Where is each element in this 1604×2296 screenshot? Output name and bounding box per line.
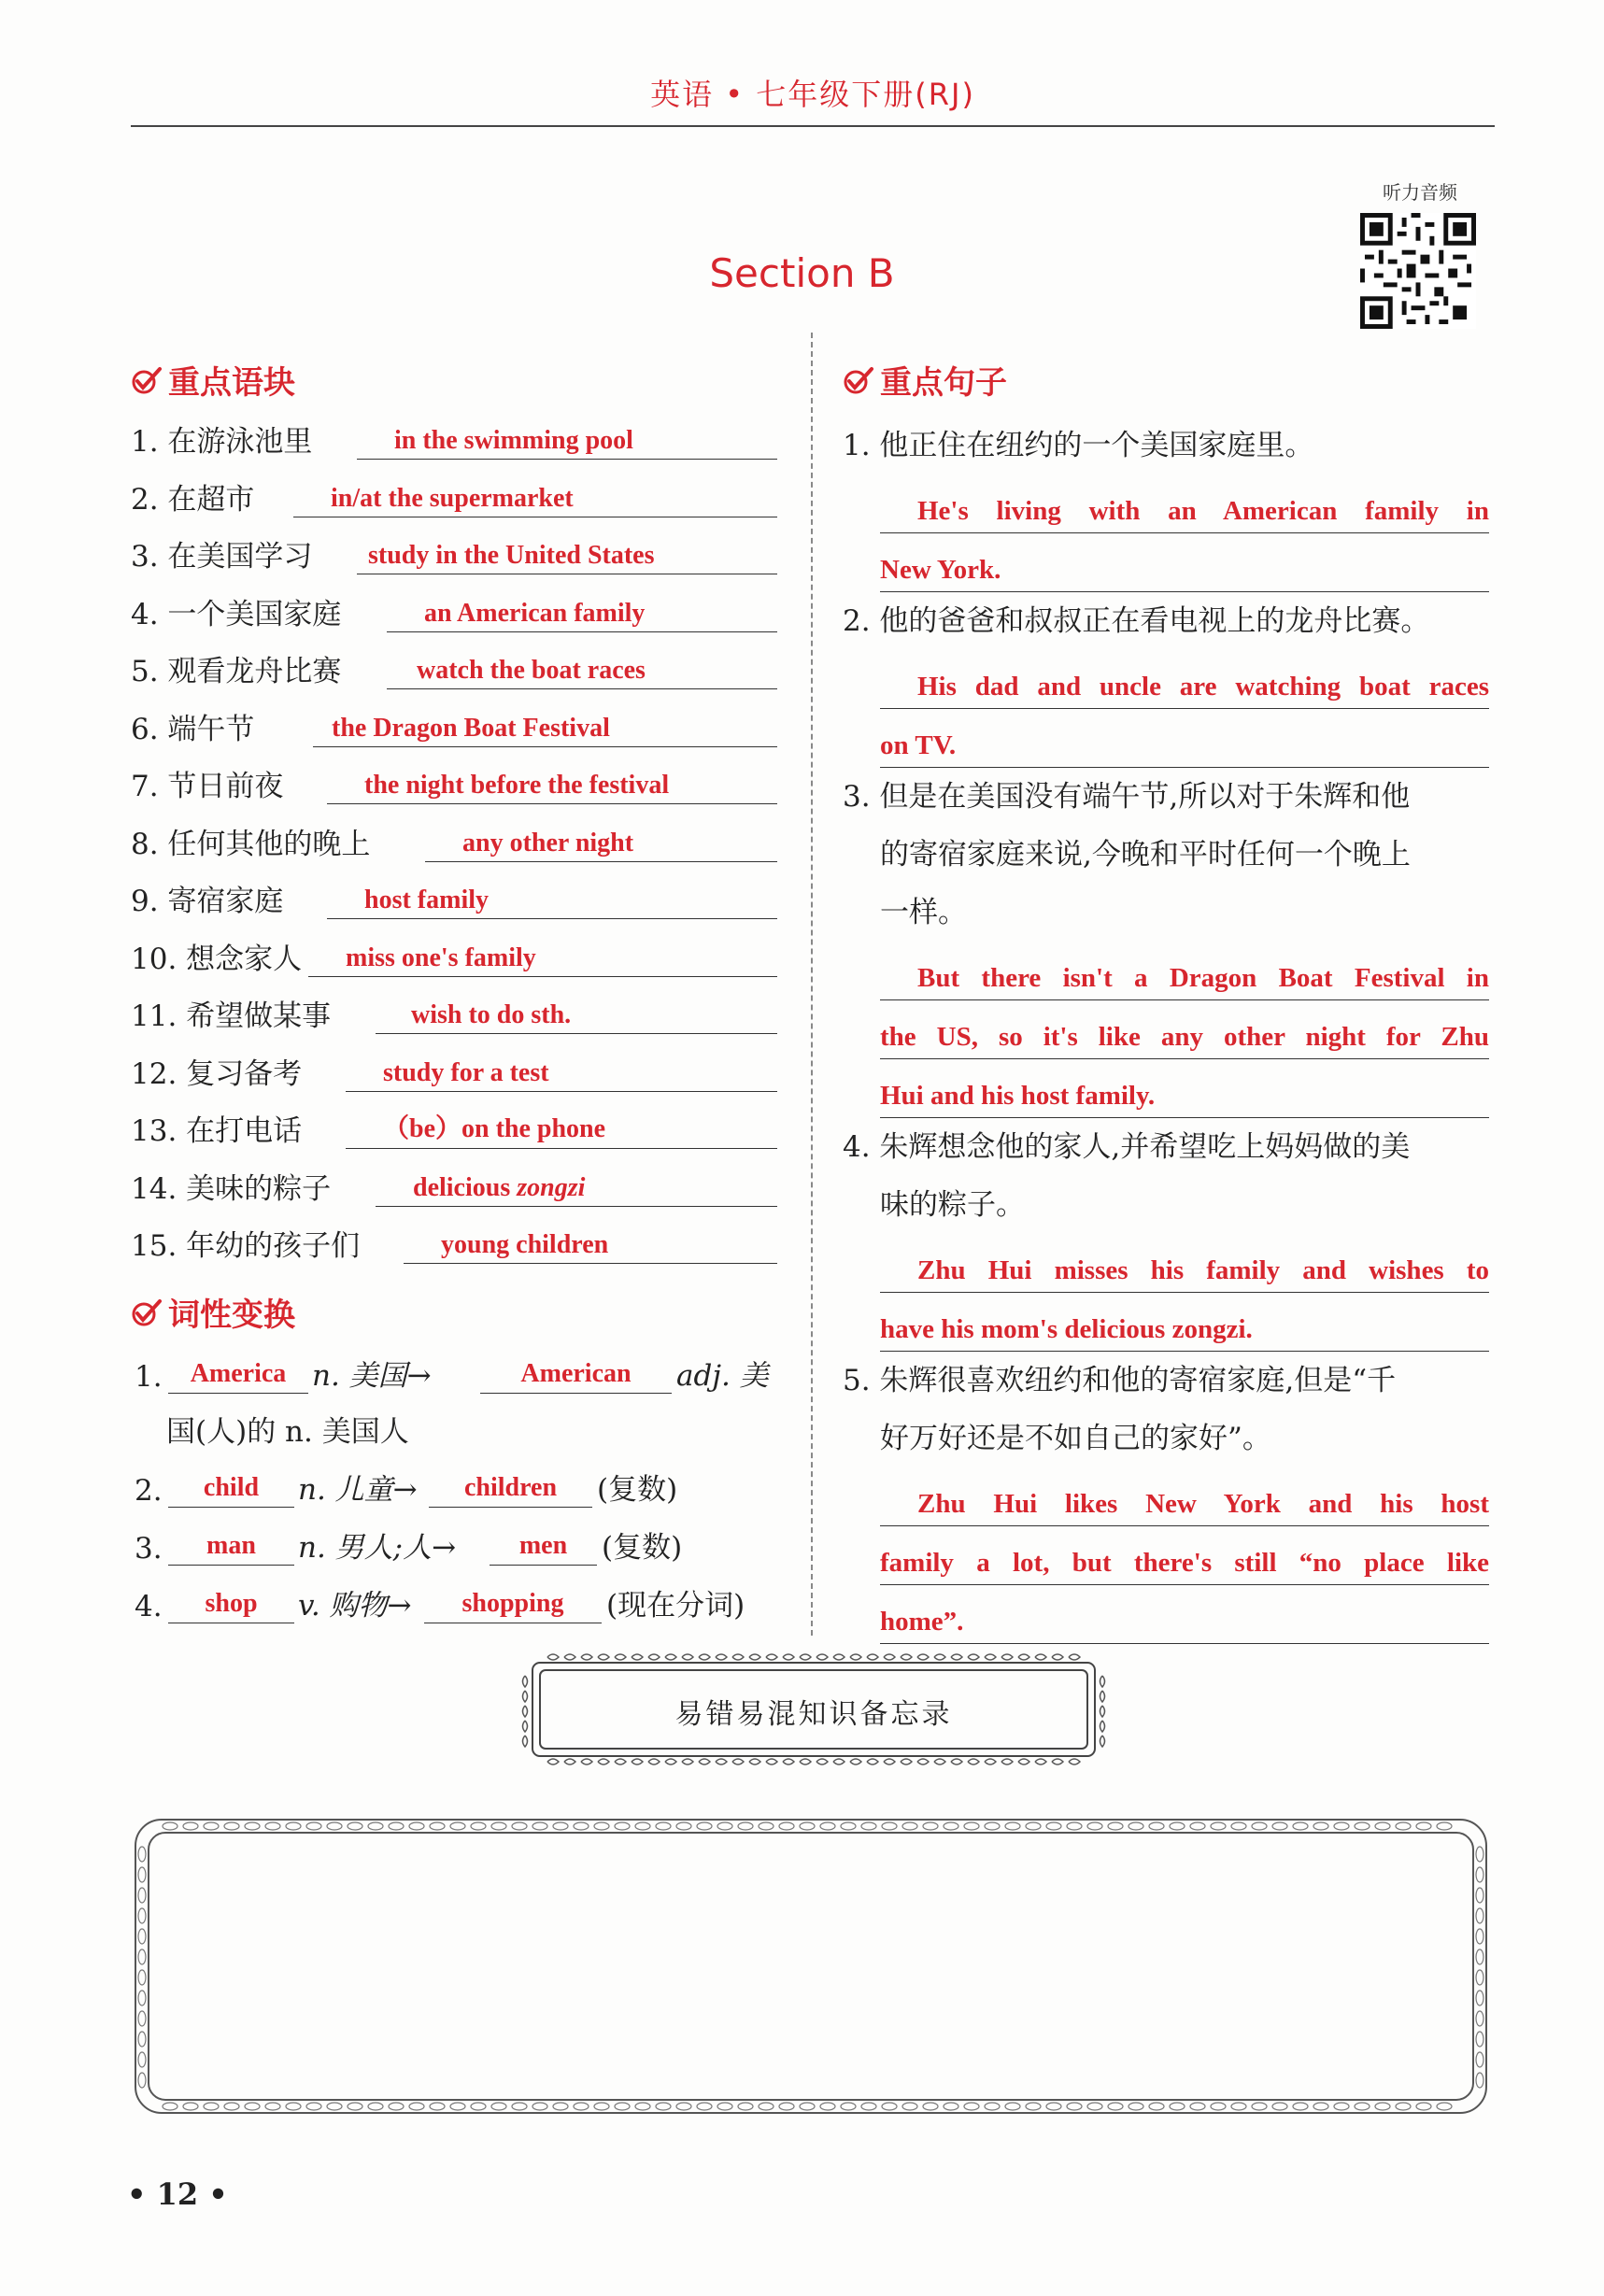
phrase-answer-text: delicious — [413, 1172, 511, 1202]
sentence-chinese: 味的粽子。 — [880, 1188, 1025, 1222]
phrase-answer — [413, 1173, 585, 1203]
word-forms-heading — [131, 1289, 295, 1335]
phrase-row — [131, 1112, 785, 1158]
answer-blank[interactable]: man — [168, 1531, 294, 1566]
word-form-item — [135, 1580, 788, 1633]
answer-line[interactable] — [880, 1467, 1489, 1526]
phrase-chinese: 5. 观看龙舟比赛 — [131, 655, 342, 688]
phrase-answer-italic: zongzi — [517, 1172, 586, 1202]
phrase-row — [131, 882, 785, 928]
word-form-item-continued — [166, 1407, 820, 1459]
sentence-answer: home”. — [880, 1607, 964, 1637]
memo-box[interactable] — [133, 1817, 1489, 2116]
phrase-row — [131, 825, 785, 872]
answer-line[interactable] — [880, 1526, 1489, 1585]
phrase-answer — [411, 1000, 571, 1030]
answer-line[interactable] — [880, 650, 1489, 709]
phrase-answer-text: young children — [441, 1230, 609, 1259]
phrase-answer — [383, 1108, 605, 1145]
sentence-chinese: 的寄宿家庭来说,今晚和平时任何一个晚上 — [880, 838, 1411, 872]
sentence-chinese: 好万好还是不如自己的家好”。 — [880, 1422, 1271, 1455]
word-form-text: v. 购物→ — [298, 1589, 412, 1623]
phrase-row — [131, 710, 785, 757]
sentence-answer: the US, so it's like any other night for Zhu — [880, 1022, 1489, 1052]
sentence-chinese: 2. 他的爸爸和叔叔正在看电视上的龙舟比赛。 — [843, 604, 1430, 638]
phrase-row — [131, 480, 785, 527]
sentence-answer: Zhu Hui likes New York and his host — [917, 1489, 1489, 1519]
answer-line[interactable] — [376, 1033, 777, 1034]
phrase-answer-text: any other night — [462, 828, 634, 857]
phrase-answer — [441, 1230, 608, 1260]
item-number: 4. — [135, 1590, 163, 1623]
sentence-answer: on TV. — [880, 730, 957, 760]
answer-line[interactable] — [327, 803, 777, 804]
phrase-chinese: 4. 一个美国家庭 — [131, 597, 342, 631]
sentence-chinese: 5. 朱辉很喜欢纽约和他的寄宿家庭,但是“千 — [843, 1364, 1397, 1397]
memo-title: 易错易混知识备忘录 — [674, 1698, 953, 1731]
phrase-chinese: 8. 任何其他的晚上 — [131, 827, 371, 861]
answer-line[interactable] — [880, 1059, 1489, 1118]
phrase-answer-text: an American family — [424, 598, 646, 628]
answer-line[interactable] — [346, 1091, 777, 1092]
word-form-text: adj. 美 — [676, 1359, 769, 1393]
answer-line[interactable] — [346, 1148, 777, 1149]
phrase-answer-text: wish to do sth. — [411, 1000, 572, 1029]
phrase-row — [131, 537, 785, 584]
phrase-row — [131, 997, 785, 1043]
answer-line[interactable] — [387, 631, 777, 632]
phrase-chinese: 3. 在美国学习 — [131, 540, 313, 574]
phrase-answer-text: the Dragon Boat Festival — [332, 713, 610, 743]
answer-line[interactable] — [880, 533, 1489, 592]
item-number: 1. — [135, 1360, 163, 1394]
word-form-item — [135, 1351, 788, 1403]
phrase-answer — [383, 1058, 549, 1088]
sentence-chinese: 一样。 — [880, 896, 967, 929]
sentence-answer: Hui and his host family. — [880, 1081, 1156, 1111]
phrase-chinese: 14. 美味的粽子 — [131, 1171, 332, 1206]
phrase-chinese: 10. 想念家人 — [131, 942, 303, 976]
answer-line[interactable] — [404, 1263, 777, 1264]
phrase-chinese: 13. 在打电话 — [131, 1114, 303, 1148]
phrase-chinese: 12. 复习备考 — [131, 1056, 303, 1091]
phrase-row — [131, 652, 785, 699]
word-form-item — [135, 1465, 788, 1517]
phrase-answer-text: （be）on the phone — [383, 1114, 606, 1143]
phrase-answer — [368, 541, 654, 571]
answer-line[interactable] — [387, 688, 777, 689]
key-sentences-heading-text: 重点句子 — [880, 364, 1007, 402]
phrase-answer-text: miss one's family — [346, 942, 536, 972]
item-number: 3. — [135, 1532, 163, 1566]
phrase-chinese: 9. 寄宿家庭 — [131, 885, 284, 918]
sentence-answer: His dad and uncle are watching boat races — [917, 672, 1489, 702]
answer-blank[interactable]: child — [168, 1473, 294, 1508]
answer-line[interactable] — [880, 1585, 1489, 1644]
answer-blank[interactable]: shopping — [424, 1589, 602, 1623]
qr-label: 听力音频 — [1383, 181, 1457, 204]
answer-line[interactable] — [880, 709, 1489, 768]
answer-blank[interactable]: America — [168, 1359, 308, 1394]
answer-blank[interactable]: American — [480, 1359, 672, 1394]
phrase-answer-text: the night before the festival — [364, 771, 670, 800]
key-phrases-heading-text: 重点语块 — [168, 364, 295, 402]
sentence-item — [843, 592, 1497, 768]
phrase-answer-text: study for a test — [383, 1057, 549, 1087]
phrase-chinese: 2. 在超市 — [131, 482, 255, 517]
phrase-answer-text: watch the boat races — [417, 656, 646, 685]
word-form-text: n. 儿童→ — [298, 1473, 418, 1507]
phrase-answer — [417, 656, 646, 686]
phrase-answer — [346, 943, 536, 973]
sentence-item — [843, 768, 1497, 1118]
phrase-row — [131, 767, 785, 814]
sentence-answer: New York. — [880, 555, 1001, 585]
answer-line[interactable] — [308, 976, 777, 977]
phrase-row — [131, 940, 785, 986]
item-number: 2. — [135, 1474, 163, 1508]
key-phrases-heading — [131, 357, 295, 403]
phrase-answer — [331, 484, 574, 514]
answer-line[interactable] — [880, 1293, 1489, 1352]
page-number: • 12 • — [127, 2176, 228, 2212]
answer-line[interactable] — [313, 746, 777, 747]
phrase-row — [131, 1055, 785, 1101]
phrase-chinese: 1. 在游泳池里 — [131, 425, 313, 459]
phrase-chinese: 15. 年幼的孩子们 — [131, 1229, 361, 1263]
answer-line[interactable] — [880, 1000, 1489, 1059]
word-form-text: (复数) — [597, 1473, 678, 1507]
word-form-text: (复数) — [602, 1531, 683, 1565]
phrase-answer-text: in the swimming pool — [394, 426, 633, 455]
sentence-item — [843, 417, 1497, 592]
word-form-text: 国(人)的 n. 美国人 — [166, 1415, 409, 1449]
section-title: Section B — [709, 250, 895, 296]
sentence-answer: He's living with an American family in — [917, 496, 1489, 526]
answer-line[interactable] — [880, 942, 1489, 1000]
word-form-text: (现在分词) — [606, 1589, 745, 1623]
answer-line[interactable] — [425, 861, 777, 862]
phrase-answer — [462, 829, 633, 858]
sentence-answer: have his mom's delicious zongzi. — [880, 1314, 1253, 1344]
answer-line[interactable] — [376, 1206, 777, 1207]
phrase-row — [131, 1169, 785, 1216]
sentence-answer: family a lot, but there's still “no place like — [880, 1548, 1489, 1578]
answer-blank[interactable]: men — [490, 1531, 597, 1566]
word-form-text: n. 男人;人→ — [298, 1531, 457, 1565]
check-icon — [131, 1298, 163, 1326]
phrase-answer — [394, 426, 633, 456]
key-sentences-heading — [843, 357, 1007, 403]
check-icon — [843, 366, 874, 394]
sentence-item — [843, 1118, 1497, 1352]
sentence-item — [843, 1352, 1497, 1644]
page-header: 英语 • 七年级下册(RJ) — [650, 77, 975, 112]
phrase-answer-text: in/at the supermarket — [331, 483, 574, 513]
phrase-chinese: 6. 端午节 — [131, 712, 255, 746]
answer-line[interactable] — [357, 459, 777, 460]
phrase-row — [131, 422, 785, 469]
answer-blank[interactable]: children — [429, 1473, 592, 1508]
word-form-item — [135, 1523, 788, 1575]
sentence-answer: Zhu Hui misses his family and wishes to — [917, 1255, 1489, 1285]
sentence-answer: But there isn't a Dragon Boat Festival in — [917, 963, 1489, 993]
answer-line[interactable] — [880, 475, 1489, 533]
phrase-answer-text: host family — [364, 886, 489, 914]
phrase-answer — [332, 714, 610, 744]
check-icon — [131, 366, 163, 394]
sentence-chinese: 4. 朱辉想念他的家人,并希望吃上妈妈做的美 — [843, 1130, 1411, 1164]
phrase-row — [131, 595, 785, 642]
phrase-row — [131, 1226, 785, 1273]
word-form-text: n. 美国→ — [312, 1359, 432, 1393]
phrase-answer-text: study in the United States — [368, 541, 655, 570]
word-forms-heading-text: 词性变换 — [168, 1297, 295, 1334]
answer-blank[interactable]: shop — [168, 1589, 294, 1623]
sentence-chinese: 3. 但是在美国没有端午节,所以对于朱辉和他 — [843, 780, 1411, 814]
phrase-answer — [364, 886, 489, 915]
answer-line[interactable] — [880, 1234, 1489, 1293]
phrase-chinese: 11. 希望做某事 — [131, 999, 332, 1033]
header-rule — [131, 125, 1495, 127]
phrase-chinese: 7. 节日前夜 — [131, 770, 284, 803]
phrase-answer — [364, 771, 669, 801]
phrase-answer — [424, 599, 645, 629]
sentence-chinese: 1. 他正住在纽约的一个美国家庭里。 — [843, 429, 1314, 462]
answer-line[interactable] — [327, 918, 777, 919]
key-sentences-list — [843, 417, 1497, 1644]
memo-title-frame — [519, 1653, 1108, 1765]
